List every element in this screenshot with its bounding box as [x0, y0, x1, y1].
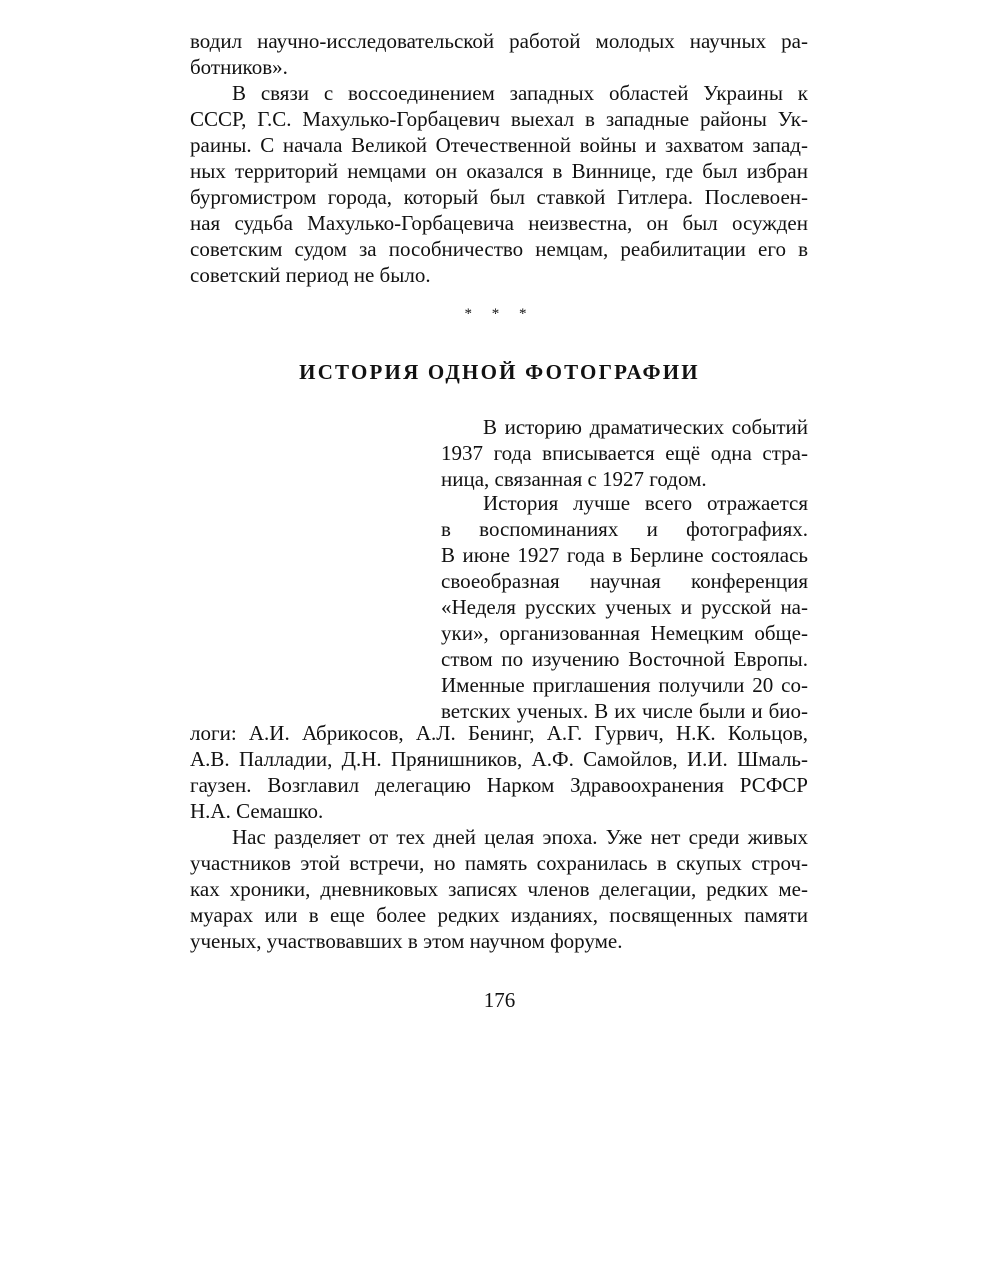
section-title: ИСТОРИЯ ОДНОЙ ФОТОГРАФИИ: [299, 360, 700, 384]
section-separator: * * *: [464, 306, 535, 322]
paragraph-line: бургомистром города, который был ставкой Гитлера. Послевоен-: [190, 185, 808, 209]
paragraph-line: Нас разделяет от тех дней целая эпоха. Уже нет среди живых: [232, 825, 808, 849]
paragraph-line: уки», организованная Немецким обще-: [441, 621, 808, 645]
paragraph-line: «Неделя русских ученых и русской на-: [441, 595, 808, 619]
paragraph-line: 1937 года вписывается ещё одна стра-: [441, 441, 808, 465]
paragraph-line: муарах или в еще более редких изданиях, посвященных памяти: [190, 903, 808, 927]
paragraph-line: логи: А.И. Абрикосов, А.Л. Бенинг, А.Г. Гурвич, Н.К. Кольцов,: [190, 721, 808, 745]
paragraph-line: ботников».: [190, 55, 288, 79]
paragraph-line: ством по изучению Восточной Европы.: [441, 647, 808, 671]
paragraph-line: В связи с воссоединением западных областей Украины к: [232, 81, 808, 105]
paragraph-line: в воспоминаниях и фотографиях.: [441, 517, 808, 541]
paragraph-line: ветских ученых. В их числе были и био-: [441, 699, 808, 723]
paragraph-line: В историю драматических событий: [483, 415, 808, 439]
paragraph-line: гаузен. Возглавил делегацию Нарком Здравоохранения РСФСР: [190, 773, 808, 797]
paragraph-line: ученых, участвовавших в этом научном форуме.: [190, 929, 623, 953]
paragraph-line: раины. С начала Великой Отечественной войны и захватом запад-: [190, 133, 808, 157]
paragraph-line: советский период не было.: [190, 263, 431, 287]
paragraph-line: советским судом за пособничество немцам, реабилитации его в: [190, 237, 808, 261]
page-number: 176: [483, 988, 516, 1012]
paragraph-line: ных территорий немцами он оказался в Виннице, где был избран: [190, 159, 808, 183]
paragraph-line: Именные приглашения получили 20 со-: [441, 673, 808, 697]
paragraph-line: ках хроники, дневниковых записях членов делегации, редких ме-: [190, 877, 808, 901]
paragraph-line: участников этой встречи, но память сохранилась в скупых строч-: [190, 851, 808, 875]
paragraph-line: А.В. Палладии, Д.Н. Прянишников, А.Ф. Самойлов, И.И. Шмаль-: [190, 747, 808, 771]
paragraph-line: водил научно-исследовательской работой молодых научных ра-: [190, 29, 808, 53]
paragraph-line: Н.А. Семашко.: [190, 799, 324, 823]
paragraph-line: СССР, Г.С. Махулько-Горбацевич выехал в западные районы Ук-: [190, 107, 808, 131]
paragraph-line: ная судьба Махулько-Горбацевича неизвестна, он был осужден: [190, 211, 808, 235]
paragraph-line: своеобразная научная конференция: [441, 569, 808, 593]
paragraph-line: ница, связанная с 1927 годом.: [441, 467, 707, 491]
paragraph-line: История лучше всего отражается: [483, 491, 808, 515]
paragraph-line: В июне 1927 года в Берлине состоялась: [441, 543, 808, 567]
